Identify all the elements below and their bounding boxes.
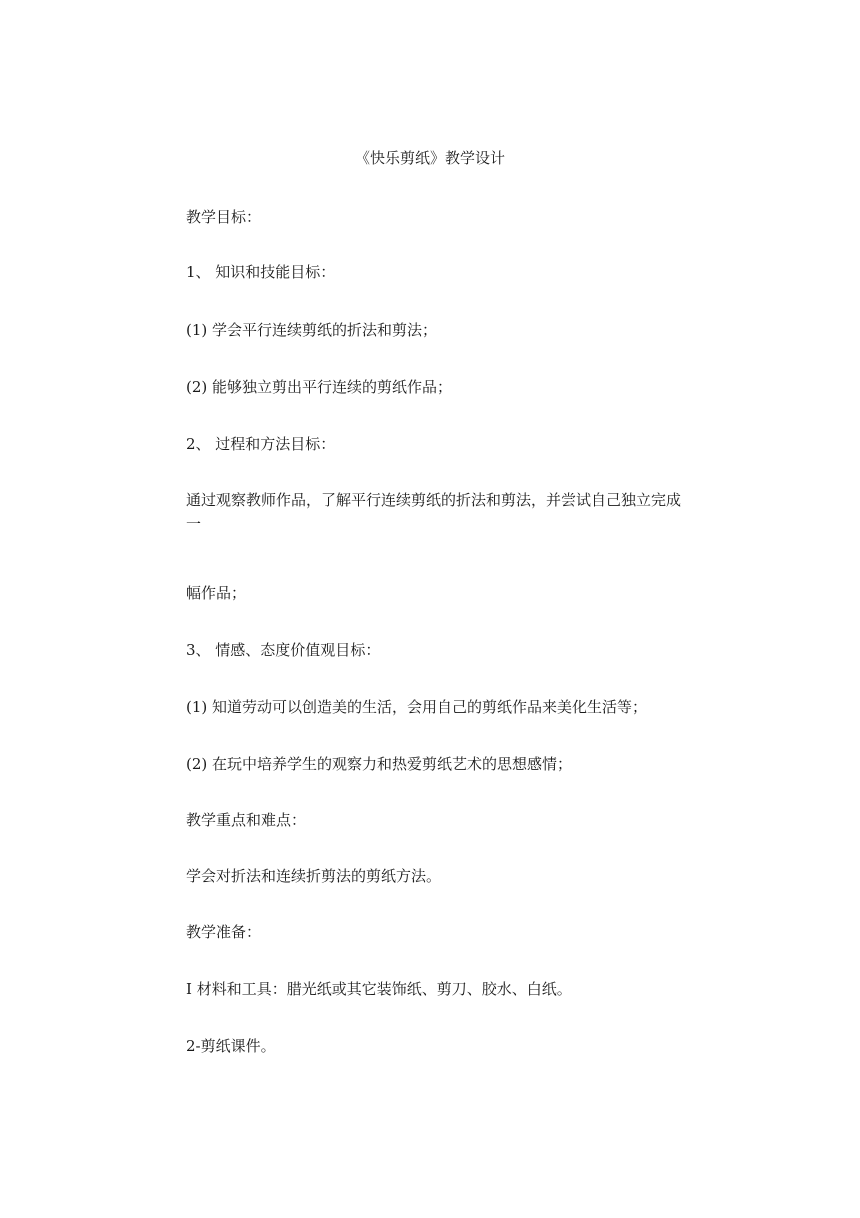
section-heading-objectives: 教学目标： [186, 208, 262, 226]
objective-2-text: 通过观察教师作品，了解平行连续剪纸的折法和剪法，并尝试自己独立完成一 [186, 491, 682, 533]
document-title: 《快乐剪纸》教学设计 [354, 149, 505, 167]
objective-3-item-2: (2) 在玩中培养学生的观察力和热爱剪纸艺术的思想感情； [186, 755, 573, 773]
objective-2-heading: 2、 过程和方法目标： [186, 435, 336, 453]
section-heading-key-points: 教学重点和难点： [186, 811, 307, 829]
section-heading-preparation: 教学准备： [186, 923, 262, 941]
objective-3-item-1: (1) 知道劳动可以创造美的生活，会用自己的剪纸作品来美化生活等； [186, 698, 648, 716]
preparation-item-2: 2-剪纸课件。 [186, 1037, 276, 1055]
objective-1-item-2: (2) 能够独立剪出平行连续的剪纸作品； [186, 378, 453, 396]
objective-1-heading: 1、 知识和技能目标： [186, 263, 336, 281]
key-points-text: 学会对折法和连续折剪法的剪纸方法。 [186, 867, 442, 885]
objective-1-item-1: (1) 学会平行连续剪纸的折法和剪法； [186, 321, 438, 339]
objective-2-text-continued: 幅作品； [186, 584, 247, 602]
preparation-item-1: I 材料和工具：腊光纸或其它装饰纸、剪刀、胶水、白纸。 [186, 980, 572, 998]
objective-3-heading: 3、 情感、态度价值观目标： [186, 641, 381, 659]
